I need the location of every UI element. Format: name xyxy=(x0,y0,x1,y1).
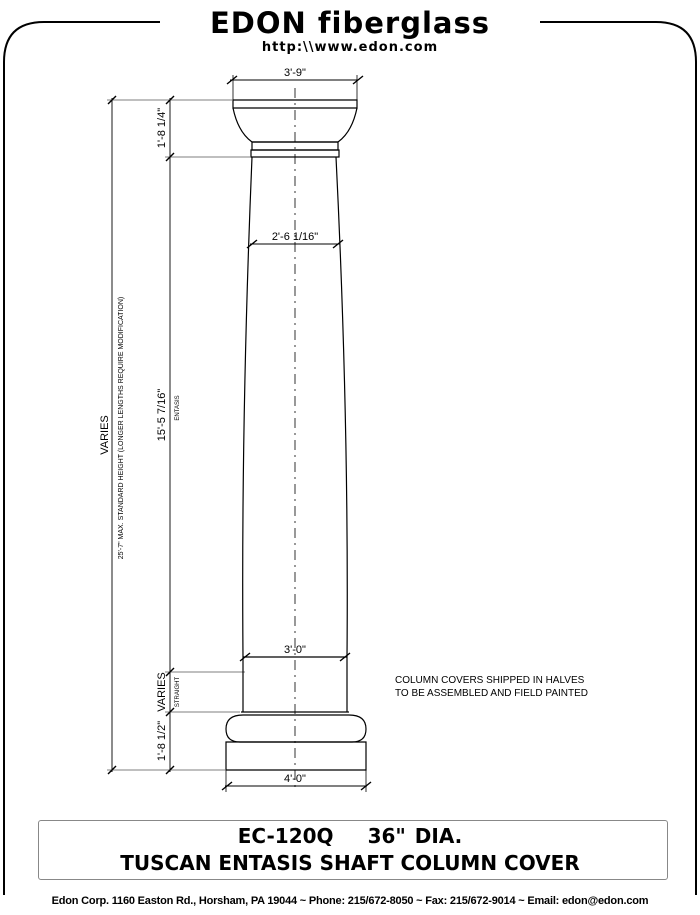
website-url: http:\\www.edon.com xyxy=(261,40,439,55)
shaft-right-edge xyxy=(336,157,347,657)
note-shipping-line2: TO BE ASSEMBLED AND FIELD PAINTED xyxy=(395,688,589,699)
note-shipping-line1: COLUMN COVERS SHIPPED IN HALVES xyxy=(395,675,585,686)
base-plinth xyxy=(226,742,366,770)
dim-shaft-bottom-diameter: 3'-0" xyxy=(284,644,306,656)
brand-title: EDON fiberglass xyxy=(210,6,490,40)
product-description: TUSCAN ENTASIS SHAFT COLUMN COVER xyxy=(120,851,580,875)
dim-base-height: 1'-8 1/2" xyxy=(156,720,168,762)
dim-shaft-top-diameter: 2'-6 1/16" xyxy=(271,231,319,243)
title-line-1 xyxy=(0,824,700,848)
model-number: EC-120Q xyxy=(237,824,334,848)
label-straight: STRAIGHT xyxy=(175,676,181,708)
shaft-left-edge xyxy=(243,157,252,657)
label-entasis: ENTASIS xyxy=(175,395,181,421)
dim-entasis-length: 15'-5 7/16" xyxy=(156,388,168,442)
dim-straight-varies: VARIES xyxy=(156,672,168,712)
dim-capital-height: 1'-8 1/4" xyxy=(156,107,168,149)
dim-overall-varies: VARIES xyxy=(99,415,111,455)
base-torus xyxy=(226,715,366,742)
dim-base-width: 4'-0" xyxy=(284,773,306,785)
footer-contact: Edon Corp. 1160 Easton Rd., Horsham, PA 19044 ~ Phone: 215/672-8050 ~ Fax: 215/672-9014 ~ Email: edon@edon.com xyxy=(51,895,649,907)
page-frame xyxy=(4,22,696,895)
note-max-height: 25'-7" MAX. STANDARD HEIGHT (LONGER LENGTHS REQUIRE MODIFICATION) xyxy=(118,296,125,560)
column-diameter: 36" DIA. xyxy=(367,824,463,848)
dim-capital-width: 3'-9" xyxy=(284,67,306,79)
